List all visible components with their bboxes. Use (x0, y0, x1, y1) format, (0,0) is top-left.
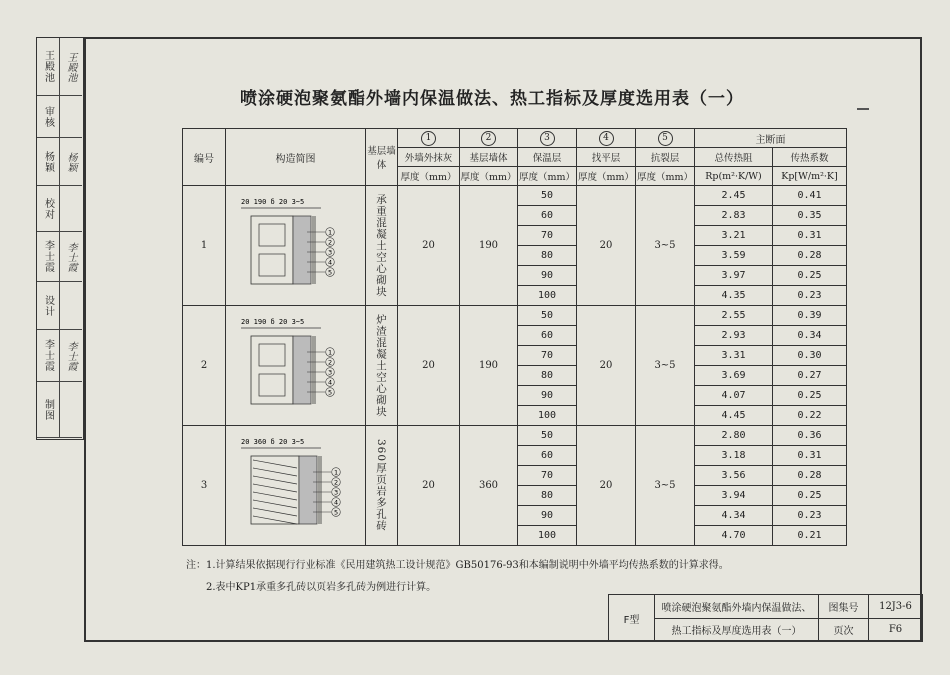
insulation-thickness: 70 (518, 346, 577, 366)
thermal-resistance: 3.69 (695, 366, 773, 386)
svg-text:5: 5 (327, 268, 332, 277)
insulation-thickness: 100 (518, 406, 577, 426)
signature-cell (37, 96, 82, 138)
signature-role: 制图 (37, 382, 60, 437)
thermal-resistance: 2.80 (695, 426, 773, 446)
plaster-thickness: 20 (398, 306, 460, 426)
signature-cell (37, 282, 82, 330)
svg-text:4: 4 (327, 378, 332, 387)
svg-text:4: 4 (327, 258, 332, 267)
header-layer-4-name: 找平层 (577, 148, 636, 167)
signature-mark (59, 96, 82, 137)
plaster-thickness: 20 (398, 426, 460, 546)
construction-diagram (231, 314, 361, 414)
header-layer-3: 3 (518, 129, 577, 148)
signature-mark: 李士霞 (65, 241, 76, 272)
insulation-thickness: 70 (518, 226, 577, 246)
type-label: F型 (609, 595, 655, 642)
signature-cell (37, 330, 82, 382)
crack-resist-thickness: 3~5 (636, 306, 695, 426)
header-thickness-3: 厚度（mm） (518, 167, 577, 186)
thermal-resistance: 4.07 (695, 386, 773, 406)
heat-transfer-coefficient: 0.35 (773, 206, 847, 226)
thermal-resistance: 3.97 (695, 266, 773, 286)
heat-transfer-coefficient: 0.39 (773, 306, 847, 326)
svg-text:3: 3 (327, 368, 332, 377)
drawing-name-line2: 热工指标及厚度选用表（一） (655, 618, 819, 642)
drawing-name-line1: 喷涂硬泡聚氨酯外墙内保温做法、 (655, 595, 819, 619)
thermal-resistance: 4.34 (695, 506, 773, 526)
base-thickness: 190 (460, 306, 518, 426)
thermal-resistance: 4.70 (695, 526, 773, 546)
thermal-resistance: 2.83 (695, 206, 773, 226)
heat-transfer-coefficient: 0.31 (773, 446, 847, 466)
signature-role: 校对 (37, 186, 60, 231)
thermal-resistance: 3.21 (695, 226, 773, 246)
heat-transfer-coefficient: 0.36 (773, 426, 847, 446)
svg-text:2: 2 (327, 358, 332, 367)
header-thickness-5: 厚度（mm） (636, 167, 695, 186)
table-row (183, 426, 847, 446)
page-title: 喷涂硬泡聚氨酯外墙内保温做法、热工指标及厚度选用表（一） (240, 89, 744, 109)
diagram-dimensions: 20 360 δ 20 3~5 (240, 438, 304, 446)
margin-mark (857, 108, 869, 110)
thermal-resistance: 3.18 (695, 446, 773, 466)
notes (186, 555, 729, 599)
thermal-resistance: 3.94 (695, 486, 773, 506)
signature-mark (59, 382, 82, 437)
svg-text:1: 1 (333, 468, 338, 477)
svg-text:1: 1 (327, 348, 332, 357)
svg-text:3: 3 (333, 488, 338, 497)
header-layer-5: 5 (636, 129, 695, 148)
signature-mark (59, 186, 82, 231)
base-wall-type: 炉渣混凝土空心砌块 (366, 306, 398, 426)
header-r-label: 总传热阻 (695, 148, 773, 167)
leveling-thickness: 20 (577, 426, 636, 546)
base-thickness: 360 (460, 426, 518, 546)
signature-role: 杨颖 (37, 138, 60, 185)
insulation-thickness: 80 (518, 246, 577, 266)
signature-mark: 李士霞 (65, 340, 76, 371)
header-num: 编号 (183, 129, 226, 186)
header-main-section: 主断面 (695, 129, 847, 148)
insulation-thickness: 100 (518, 286, 577, 306)
insulation-thickness: 90 (518, 266, 577, 286)
signature-mark (59, 282, 82, 329)
insulation-thickness: 90 (518, 386, 577, 406)
insulation-thickness: 80 (518, 486, 577, 506)
header-thickness-2: 厚度（mm） (460, 167, 518, 186)
insulation-thickness: 50 (518, 186, 577, 206)
header-diagram: 构造简图 (226, 129, 366, 186)
insulation-thickness: 90 (518, 506, 577, 526)
svg-text:5: 5 (327, 388, 332, 397)
heat-transfer-coefficient: 0.28 (773, 246, 847, 266)
heat-transfer-coefficient: 0.22 (773, 406, 847, 426)
heat-transfer-coefficient: 0.21 (773, 526, 847, 546)
signature-cell (37, 186, 82, 232)
signature-cell (37, 38, 82, 96)
plaster-thickness: 20 (398, 186, 460, 306)
header-r-unit: Rp(m²·K/W) (695, 167, 773, 186)
header-layer-4: 4 (577, 129, 636, 148)
insulation-thickness: 50 (518, 426, 577, 446)
thermal-resistance: 3.31 (695, 346, 773, 366)
page-value: F6 (869, 618, 923, 642)
heat-transfer-coefficient: 0.28 (773, 466, 847, 486)
heat-transfer-coefficient: 0.23 (773, 506, 847, 526)
leveling-thickness: 20 (577, 306, 636, 426)
heat-transfer-coefficient: 0.41 (773, 186, 847, 206)
page-label: 页次 (819, 618, 869, 642)
svg-text:5: 5 (333, 508, 338, 517)
table-row (183, 306, 847, 326)
svg-text:4: 4 (333, 498, 338, 507)
diagram-cell (226, 306, 366, 426)
diagram-cell (226, 186, 366, 306)
heat-transfer-coefficient: 0.25 (773, 266, 847, 286)
signature-column (36, 37, 84, 440)
header-thickness-1: 厚度（mm） (398, 167, 460, 186)
signature-mark: 王殿池 (65, 51, 76, 82)
insulation-thickness: 60 (518, 446, 577, 466)
heat-transfer-coefficient: 0.25 (773, 386, 847, 406)
header-layer-2-name: 基层墙体 (460, 148, 518, 167)
row-number: 1 (183, 186, 226, 306)
signature-role: 设计 (37, 282, 60, 329)
heat-transfer-coefficient: 0.30 (773, 346, 847, 366)
insulation-thickness: 60 (518, 326, 577, 346)
header-k-label: 传热系数 (773, 148, 847, 167)
thermal-resistance: 4.35 (695, 286, 773, 306)
signature-cell (37, 382, 82, 438)
construction-diagram (231, 434, 361, 534)
note-1: 注：1.计算结果依据现行行业标准《民用建筑热工设计规范》GB50176-93和本编制说明中外墙平均传热系数的计算求得。 (186, 560, 729, 571)
crack-resist-thickness: 3~5 (636, 186, 695, 306)
signature-cell (37, 138, 82, 186)
base-wall-type: 承重混凝土空心砌块 (366, 186, 398, 306)
diagram-dimensions: 20 190 δ 20 3~5 (240, 198, 304, 206)
leveling-thickness: 20 (577, 186, 636, 306)
thermal-resistance: 2.55 (695, 306, 773, 326)
heat-transfer-coefficient: 0.27 (773, 366, 847, 386)
base-wall-type: 360厚页岩多孔砖 (366, 426, 398, 546)
header-k-unit: Kp[W/m²·K] (773, 167, 847, 186)
heat-transfer-coefficient: 0.31 (773, 226, 847, 246)
note-2: 2.表中KP1承重多孔砖以页岩多孔砖为例进行计算。 (206, 582, 437, 593)
insulation-thickness: 60 (518, 206, 577, 226)
base-thickness: 190 (460, 186, 518, 306)
thermal-resistance: 4.45 (695, 406, 773, 426)
heat-transfer-coefficient: 0.25 (773, 486, 847, 506)
row-number: 2 (183, 306, 226, 426)
header-layer-1-name: 外墙外抹灰 (398, 148, 460, 167)
thermal-resistance: 3.56 (695, 466, 773, 486)
header-base-wall: 基层墙体 (366, 129, 398, 186)
selection-table (182, 128, 847, 546)
insulation-thickness: 80 (518, 366, 577, 386)
svg-text:3: 3 (327, 248, 332, 257)
table-row (183, 186, 847, 206)
heat-transfer-coefficient: 0.23 (773, 286, 847, 306)
signature-role: 李士霞 (37, 232, 60, 281)
signature-role: 审核 (37, 96, 60, 137)
thermal-resistance: 3.59 (695, 246, 773, 266)
signature-mark: 杨颖 (65, 151, 76, 172)
row-number: 3 (183, 426, 226, 546)
thermal-resistance: 2.45 (695, 186, 773, 206)
crack-resist-thickness: 3~5 (636, 426, 695, 546)
header-thickness-4: 厚度（mm） (577, 167, 636, 186)
diagram-cell (226, 426, 366, 546)
diagram-dimensions: 20 190 δ 20 3~5 (240, 318, 304, 326)
svg-text:2: 2 (333, 478, 338, 487)
construction-diagram (231, 194, 361, 294)
svg-text:1: 1 (327, 228, 332, 237)
signature-cell (37, 232, 82, 282)
thermal-resistance: 2.93 (695, 326, 773, 346)
header-layer-1: 1 (398, 129, 460, 148)
header-layer-3-name: 保温层 (518, 148, 577, 167)
insulation-thickness: 50 (518, 306, 577, 326)
signature-role: 王殿池 (37, 38, 60, 95)
header-layer-2: 2 (460, 129, 518, 148)
header-layer-5-name: 抗裂层 (636, 148, 695, 167)
heat-transfer-coefficient: 0.34 (773, 326, 847, 346)
signature-role: 李士霞 (37, 330, 60, 381)
insulation-thickness: 70 (518, 466, 577, 486)
atlas-value: 12J3-6 (869, 595, 923, 619)
svg-text:2: 2 (327, 238, 332, 247)
atlas-label: 图集号 (819, 595, 869, 619)
title-block (608, 594, 923, 642)
insulation-thickness: 100 (518, 526, 577, 546)
